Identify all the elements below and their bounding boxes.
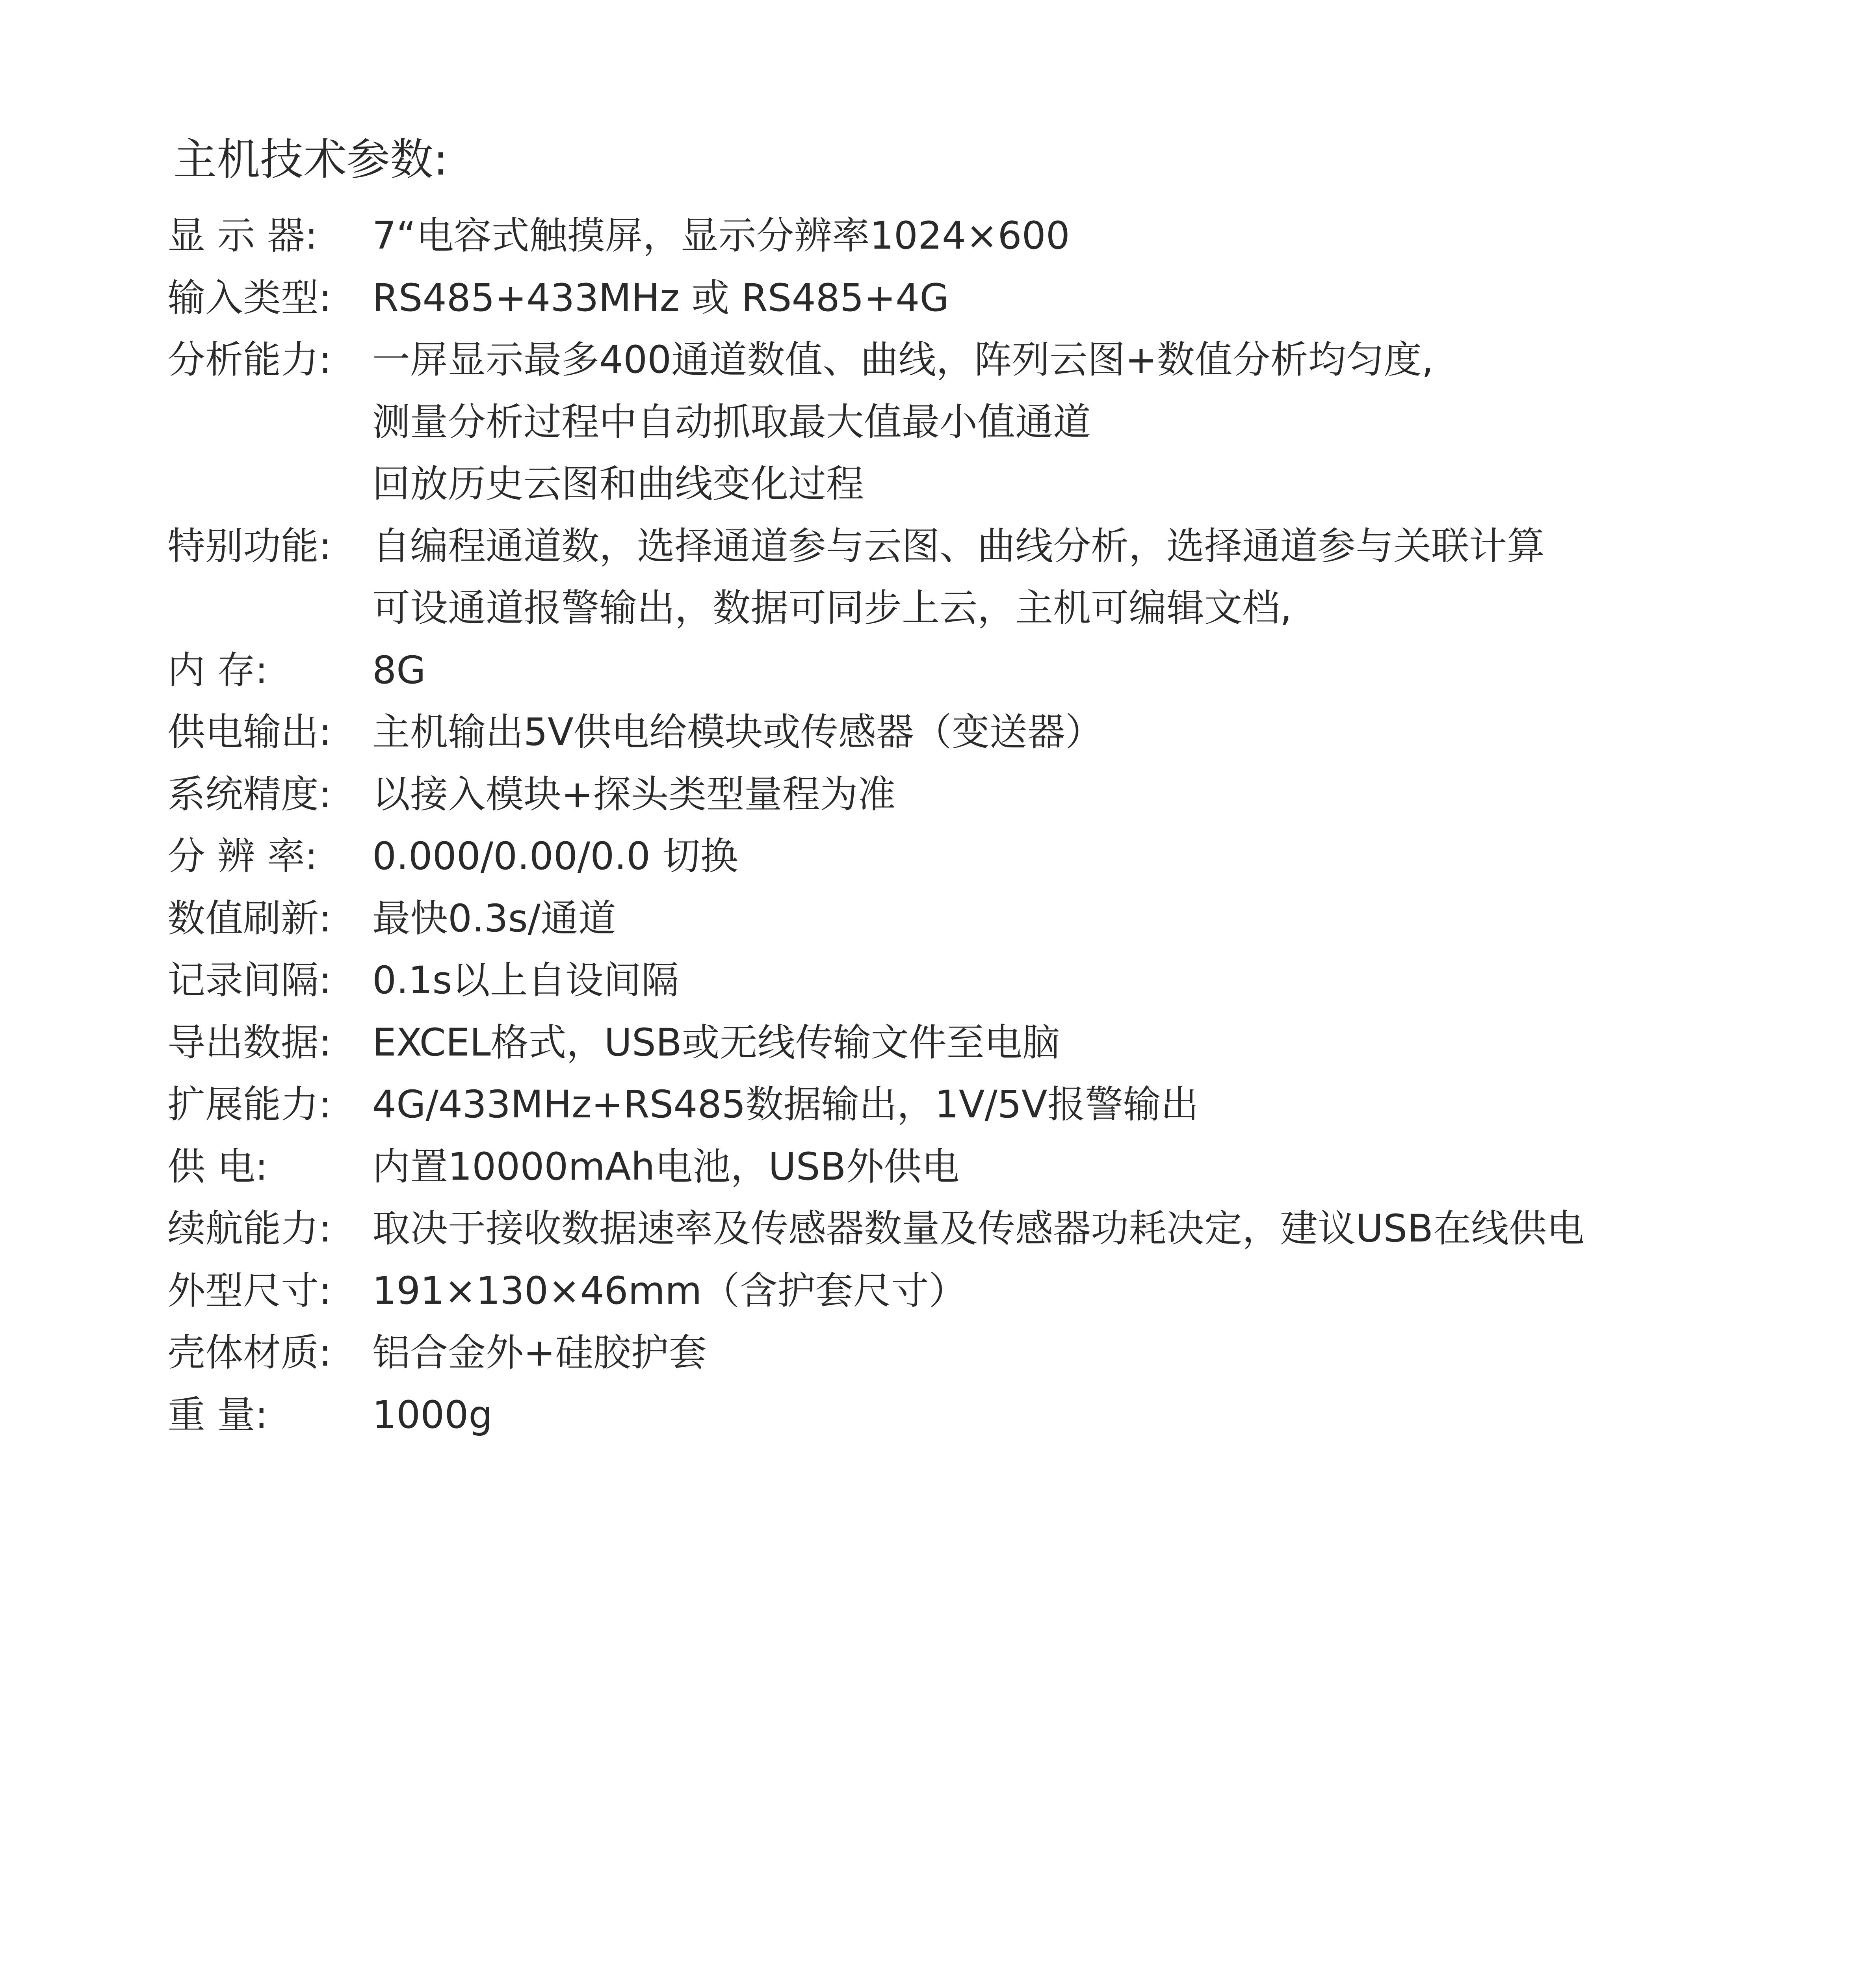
spec-label: 系统精度: bbox=[167, 772, 332, 816]
spec-label: 显 示 器: bbox=[167, 214, 318, 258]
spec-value: 可设通道报警输出，数据可同步上云，主机可编辑文档, bbox=[372, 586, 1292, 630]
spec-value: 内置10000mAh电池，USB外供电 bbox=[372, 1144, 960, 1189]
spec-label: 数值刷新: bbox=[167, 896, 332, 940]
spec-value: 1000g bbox=[372, 1392, 493, 1437]
spec-label: 输入类型: bbox=[167, 275, 332, 320]
spec-value: 铝合金外+硅胶护套 bbox=[372, 1331, 707, 1375]
spec-value: 主机输出5V供电给模块或传感器（变送器） bbox=[372, 710, 1103, 754]
spec-row-weight bbox=[167, 1384, 1743, 1446]
spec-value: 测量分析过程中自动抓取最大值最小值通道 bbox=[372, 400, 1091, 444]
spec-label: 外型尺寸: bbox=[167, 1268, 332, 1313]
spec-row-input-type bbox=[167, 267, 1743, 329]
spec-value: 回放历史云图和曲线变化过程 bbox=[372, 462, 864, 506]
spec-value: 取决于接收数据速率及传感器数量及传感器功耗决定，建议USB在线供电 bbox=[372, 1206, 1585, 1251]
spec-value: 0.000/0.00/0.0 切换 bbox=[372, 834, 738, 878]
spec-row-power-output bbox=[167, 701, 1743, 764]
spec-value: 7“电容式触摸屏，显示分辨率1024×600 bbox=[372, 214, 1070, 258]
spec-row-accuracy bbox=[167, 764, 1743, 826]
spec-label: 扩展能力: bbox=[167, 1082, 332, 1126]
spec-row-special-functions bbox=[167, 515, 1743, 639]
spec-label: 分 辨 率: bbox=[167, 834, 318, 878]
spec-value: 191×130×46mm（含护套尺寸） bbox=[372, 1268, 967, 1313]
spec-value: RS485+433MHz 或 RS485+4G bbox=[372, 275, 949, 320]
spec-value: 一屏显示最多400通道数值、曲线，阵列云图+数值分析均匀度, bbox=[372, 338, 1434, 382]
spec-row-resolution bbox=[167, 825, 1743, 888]
spec-label: 特别功能: bbox=[167, 524, 332, 568]
spec-row-power-supply bbox=[167, 1136, 1743, 1198]
spec-row-housing-material bbox=[167, 1322, 1743, 1384]
spec-row-expansion bbox=[167, 1074, 1743, 1136]
spec-value: 以接入模块+探头类型量程为准 bbox=[372, 772, 896, 816]
spec-label: 分析能力: bbox=[167, 338, 332, 382]
spec-row-dimensions bbox=[167, 1260, 1743, 1322]
spec-row-display bbox=[167, 205, 1743, 267]
spec-row-refresh bbox=[167, 888, 1743, 950]
section-title: 主机技术参数: bbox=[173, 134, 448, 185]
spec-label: 供电输出: bbox=[167, 710, 332, 754]
spec-row-export bbox=[167, 1012, 1743, 1074]
spec-label: 壳体材质: bbox=[167, 1331, 332, 1375]
spec-value: 0.1s以上自设间隔 bbox=[372, 958, 679, 1002]
spec-label: 供 电: bbox=[167, 1144, 268, 1189]
spec-label: 记录间隔: bbox=[167, 958, 332, 1002]
spec-row-record-interval bbox=[167, 950, 1743, 1012]
spec-label: 内 存: bbox=[167, 648, 268, 692]
spec-value: EXCEL格式，USB或无线传输文件至电脑 bbox=[372, 1020, 1060, 1065]
spec-label: 续航能力: bbox=[167, 1206, 332, 1251]
spec-value: 自编程通道数，选择通道参与云图、曲线分析，选择通道参与关联计算 bbox=[372, 524, 1545, 568]
spec-row-memory bbox=[167, 639, 1743, 702]
spec-value: 最快0.3s/通道 bbox=[372, 896, 617, 940]
spec-label: 重 量: bbox=[167, 1392, 268, 1437]
spec-value: 4G/433MHz+RS485数据输出，1V/5V报警输出 bbox=[372, 1082, 1199, 1126]
spec-value: 8G bbox=[372, 648, 426, 692]
spec-list bbox=[167, 205, 1743, 1446]
spec-row-analysis bbox=[167, 329, 1743, 515]
spec-row-battery-life bbox=[167, 1198, 1743, 1260]
spec-label: 导出数据: bbox=[167, 1020, 332, 1065]
